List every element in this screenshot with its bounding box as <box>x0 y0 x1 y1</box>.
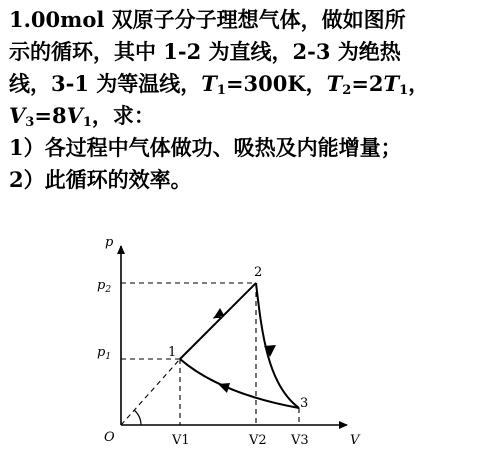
t1-symbol-ref: T <box>383 71 400 96</box>
v1-symbol: V <box>66 103 83 128</box>
t1-subscript: 1 <box>216 83 226 98</box>
y-axis-label: p <box>105 235 114 250</box>
v2-label: V2 <box>249 433 267 448</box>
p1-label <box>97 345 111 362</box>
t2-subscript: 2 <box>342 83 352 98</box>
p2-symbol: p <box>97 278 106 293</box>
problem-line-1: 1.00mol 双原子分子理想气体，做如图所 <box>9 7 406 32</box>
point-1-label: 1 <box>168 345 177 360</box>
p2-subscript: 2 <box>105 285 112 295</box>
point-3-label: 3 <box>300 396 309 411</box>
process-3-1-curve <box>180 359 299 408</box>
p2-label <box>97 278 111 295</box>
question-1: 1）各过程中气体做功、吸热及内能增量； <box>9 135 402 160</box>
angle-mark <box>134 410 141 425</box>
origin-label: O <box>104 430 115 445</box>
t1-value: =300K， <box>225 71 327 96</box>
line-3-punct: ， <box>408 71 430 96</box>
point-2-label: 2 <box>254 265 263 280</box>
problem-line-2: 示的循环，其中 1-2 为直线，2-3 为绝热 <box>9 39 401 64</box>
v3-relation: =8 <box>34 103 67 128</box>
v3-symbol: V <box>9 103 26 128</box>
v1-subscript: 1 <box>82 115 92 130</box>
problem-line-3-text: 线，3-1 为等温线， <box>9 71 202 96</box>
origin-extension-line <box>121 359 180 425</box>
question-2: 2）此循环的效率。 <box>9 167 192 192</box>
process-2-3-curve <box>256 283 299 408</box>
v3-subscript: 3 <box>25 115 35 130</box>
v1-label: V1 <box>172 433 190 448</box>
t1-symbol: T <box>201 71 217 96</box>
v3-label: V3 <box>291 433 309 448</box>
t1-subscript-ref: 1 <box>399 83 409 98</box>
p1-subscript: 1 <box>105 352 112 362</box>
process-1-2-line <box>180 283 256 359</box>
p1-symbol: p <box>97 345 106 360</box>
line-4-end: ，求： <box>91 103 155 128</box>
t2-relation: =2 <box>351 71 384 96</box>
t2-symbol: T <box>326 71 343 96</box>
x-axis-label: V <box>350 433 360 448</box>
process-3-1-arrowhead <box>218 383 230 393</box>
